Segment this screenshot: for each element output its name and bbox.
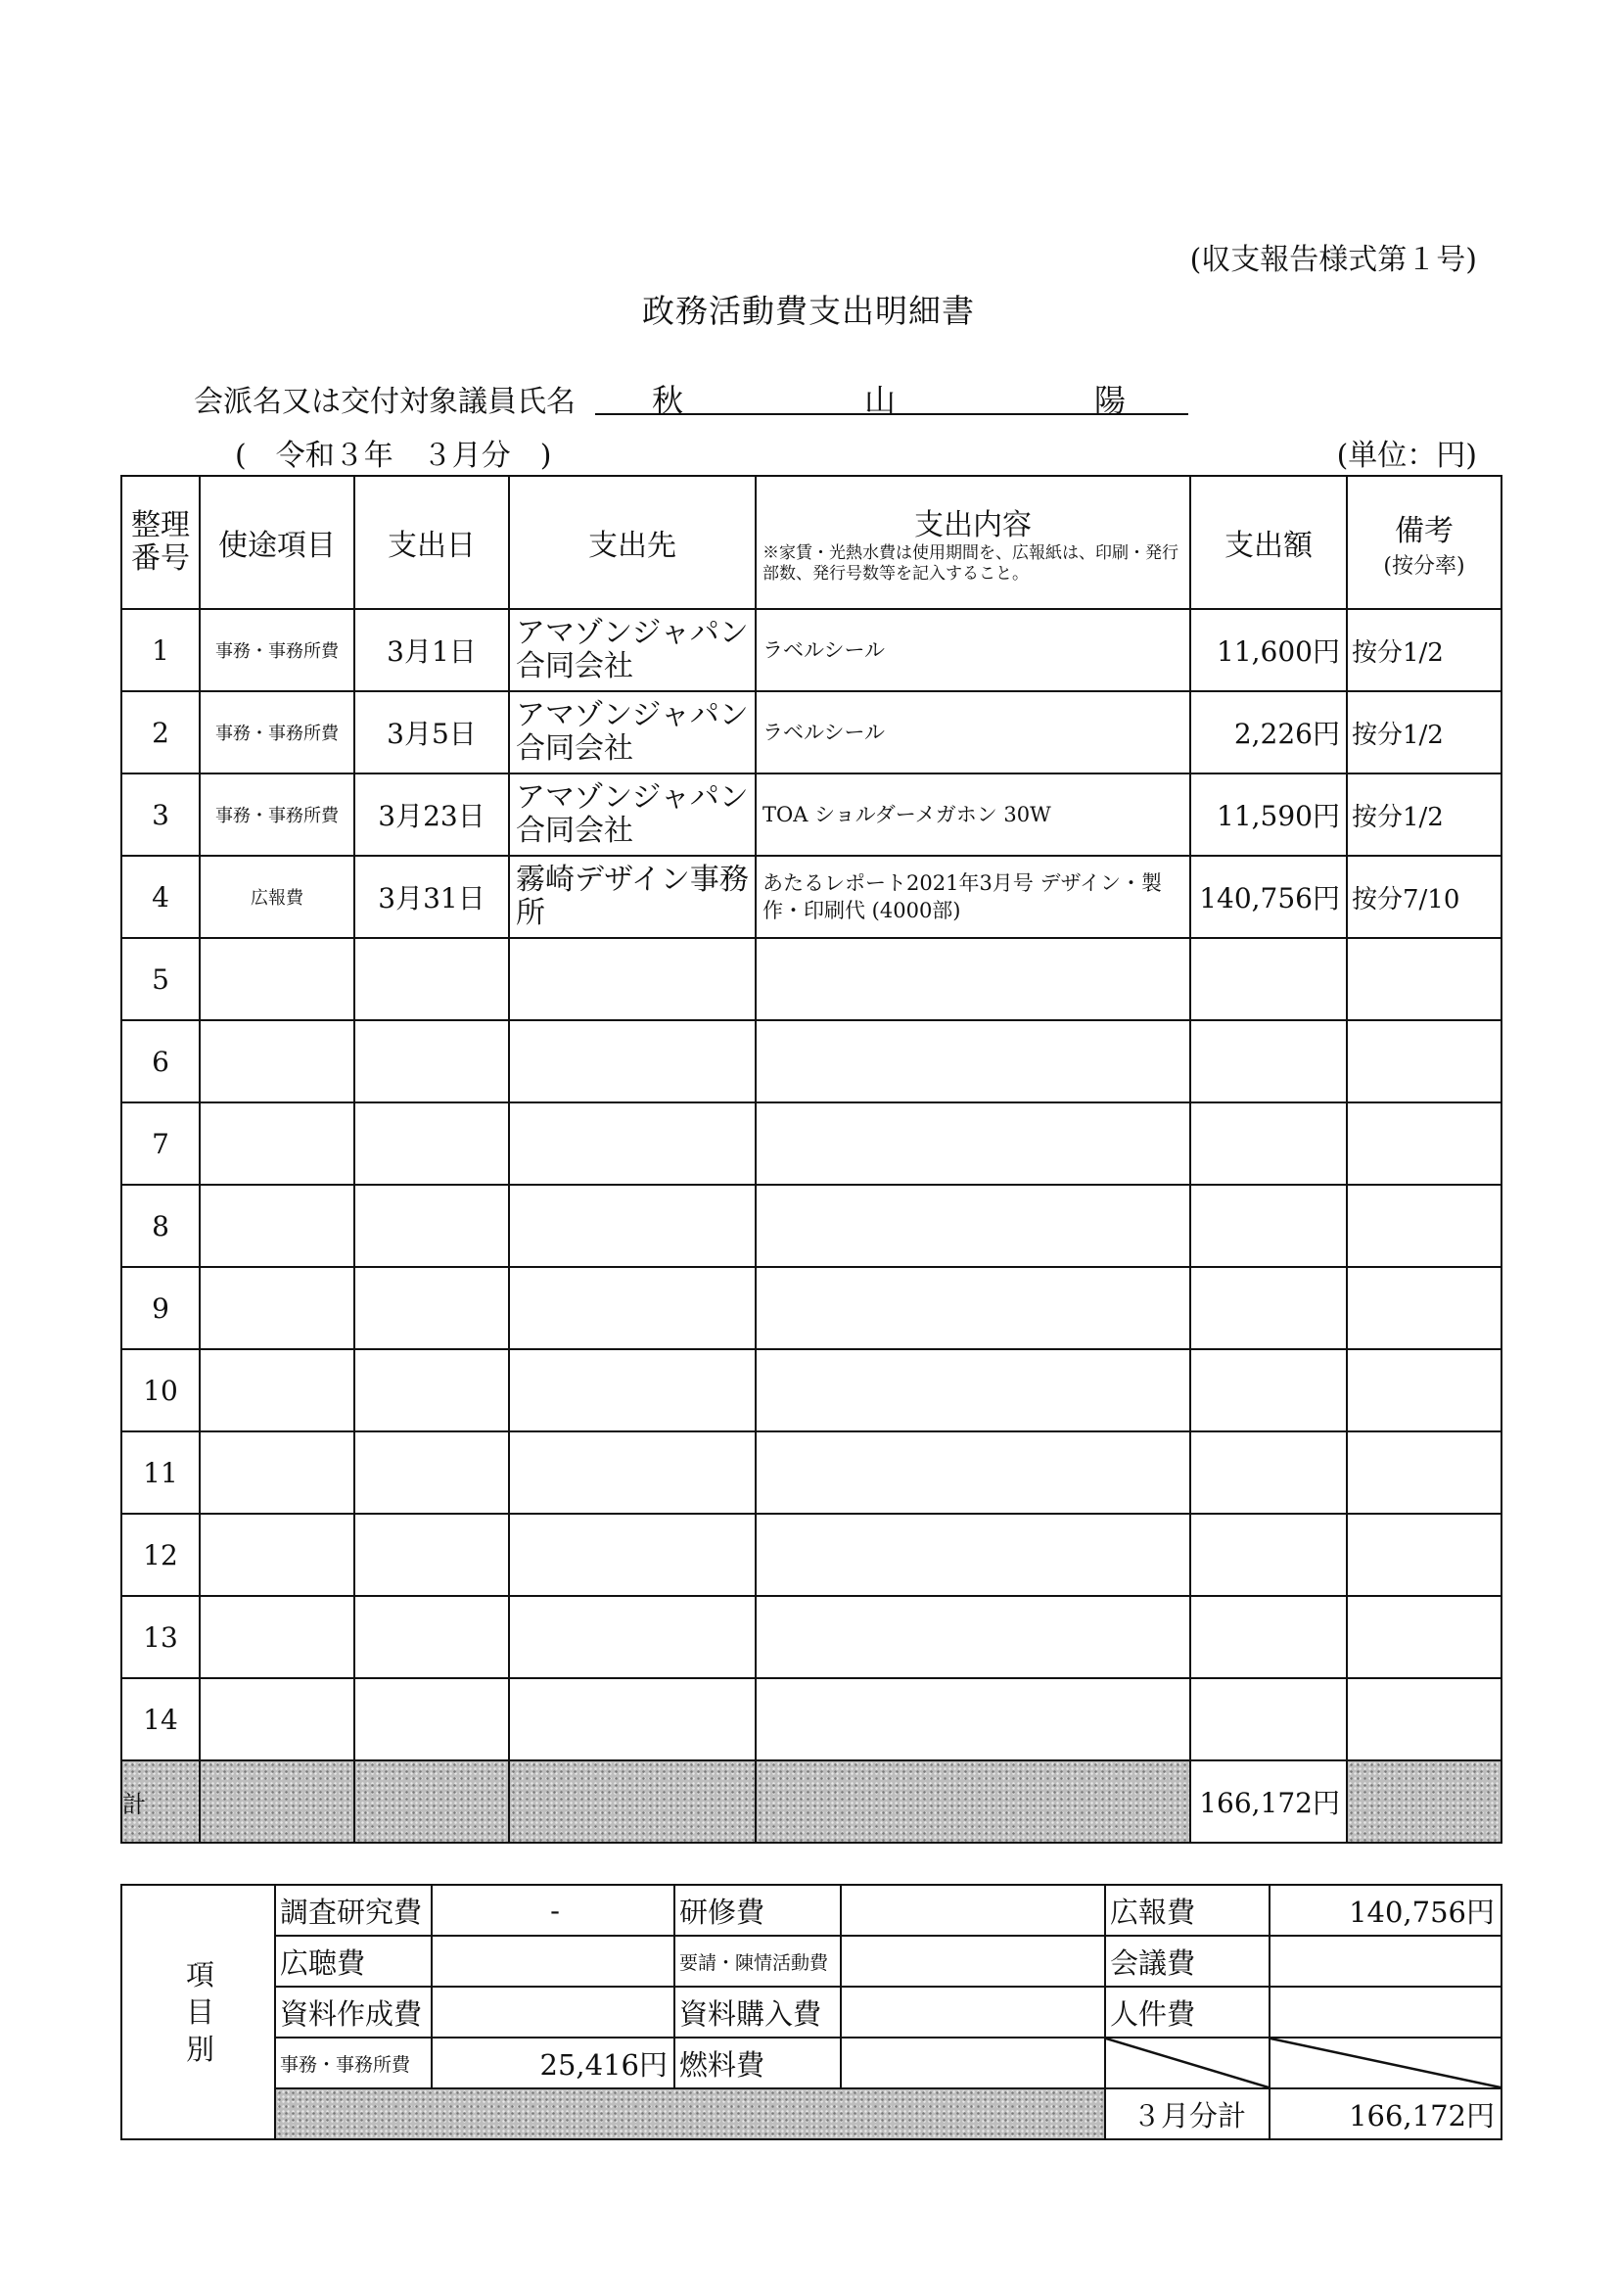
row-date (354, 1102, 509, 1185)
summary-side-label (121, 1885, 275, 2139)
header-payee: 支出先 (509, 476, 756, 609)
table-row (121, 609, 1502, 691)
row-purpose (200, 1431, 354, 1514)
header-remarks (1347, 476, 1502, 609)
row-note (1347, 1020, 1502, 1102)
period: ( 令和３年 ３月分 ) (235, 439, 552, 473)
row-payee (509, 938, 756, 1020)
member-name-char: 陽 (1094, 382, 1127, 419)
row-payee (509, 1431, 756, 1514)
row-purpose: 事務・事務所費 (200, 691, 354, 773)
summary-row (121, 1936, 1502, 1987)
row-content (756, 1020, 1190, 1102)
row-no: 11 (121, 1431, 200, 1514)
training-value (841, 1885, 1105, 1936)
row-amount (1190, 1102, 1347, 1185)
pr-value: 140,756円 (1270, 1885, 1502, 1936)
row-payee (509, 1102, 756, 1185)
header-date: 支出日 (354, 476, 509, 609)
row-no: 10 (121, 1349, 200, 1431)
row-purpose (200, 1020, 354, 1102)
row-date: 3月5日 (354, 691, 509, 773)
row-amount: 11,600円 (1190, 609, 1347, 691)
row-no: 13 (121, 1596, 200, 1678)
row-date: 3月23日 (354, 773, 509, 856)
header-content-title: 支出内容 (914, 508, 1032, 542)
row-payee (509, 1185, 756, 1267)
row-no: 4 (121, 856, 200, 938)
row-no: 7 (121, 1102, 200, 1185)
name-label: 会派名又は交付対象議員氏名 (194, 385, 576, 419)
row-payee (509, 1596, 756, 1678)
member-name-char: 秋 (652, 382, 684, 419)
total-filler (354, 1760, 509, 1843)
row-note (1347, 1514, 1502, 1596)
summary-total-row (121, 2088, 1502, 2139)
personnel-value (1270, 1987, 1502, 2038)
row-no: 6 (121, 1020, 200, 1102)
expense-detail-table (120, 475, 1502, 1844)
meeting-value (1270, 1936, 1502, 1987)
summary-row (121, 1885, 1502, 1936)
fuel-value (841, 2038, 1105, 2088)
row-no: 2 (121, 691, 200, 773)
row-amount (1190, 1678, 1347, 1760)
row-content: ラベルシール (756, 609, 1190, 691)
row-no: 8 (121, 1185, 200, 1267)
petition-value (841, 1936, 1105, 1987)
row-date (354, 1185, 509, 1267)
row-no: 12 (121, 1514, 200, 1596)
row-note (1347, 1185, 1502, 1267)
row-amount (1190, 1020, 1347, 1102)
meeting-label: 会議費 (1105, 1936, 1270, 1987)
fuel-label: 燃料費 (674, 2038, 841, 2088)
row-date (354, 1514, 509, 1596)
materials-make-label: 資料作成費 (275, 1987, 432, 2038)
row-content (756, 1267, 1190, 1349)
row-purpose: 事務・事務所費 (200, 609, 354, 691)
row-amount (1190, 1431, 1347, 1514)
row-purpose (200, 1102, 354, 1185)
row-content: ラベルシール (756, 691, 1190, 773)
row-date (354, 1678, 509, 1760)
row-amount: 140,756円 (1190, 856, 1347, 938)
row-note (1347, 1349, 1502, 1431)
member-name-char: 山 (864, 382, 897, 419)
materials-buy-value (841, 1987, 1105, 2038)
header-amount: 支出額 (1190, 476, 1347, 609)
materials-buy-label: 資料購入費 (674, 1987, 841, 2038)
row-note: 按分1/2 (1347, 773, 1502, 856)
personnel-label: 人件費 (1105, 1987, 1270, 2038)
side-char: 別 (185, 2033, 214, 2066)
row-payee (509, 1349, 756, 1431)
row-date (354, 1267, 509, 1349)
hearing-label: 広聴費 (275, 1936, 432, 1987)
row-note: 按分7/10 (1347, 856, 1502, 938)
table-row (121, 1678, 1502, 1760)
unit-label: (単位：円) (1336, 439, 1477, 473)
table-row (121, 1514, 1502, 1596)
row-no: 14 (121, 1678, 200, 1760)
row-purpose (200, 1678, 354, 1760)
row-purpose (200, 1349, 354, 1431)
row-note (1347, 938, 1502, 1020)
row-note (1347, 1431, 1502, 1514)
header-remarks-title: 備考 (1395, 513, 1454, 548)
category-summary-table (120, 1884, 1502, 2140)
row-amount (1190, 1185, 1347, 1267)
office-label: 事務・事務所費 (275, 2038, 432, 2088)
side-char: 目 (185, 1995, 214, 2029)
row-no: 9 (121, 1267, 200, 1349)
row-amount (1190, 1349, 1347, 1431)
row-purpose (200, 938, 354, 1020)
row-payee (509, 1267, 756, 1349)
row-note: 按分1/2 (1347, 609, 1502, 691)
row-content (756, 1185, 1190, 1267)
summary-row (121, 2038, 1502, 2088)
office-value: 25,416円 (432, 2038, 674, 2088)
total-filler (756, 1760, 1190, 1843)
row-payee (509, 1678, 756, 1760)
header-content-note: ※家賃・光熱水費は使用期間を、広報紙は、印刷・発行部数、発行号数等を記入すること。 (762, 543, 1178, 584)
total-filler (1347, 1760, 1502, 1843)
row-content (756, 1514, 1190, 1596)
diagonal-empty-cell (1270, 2038, 1502, 2088)
row-no: 1 (121, 609, 200, 691)
table-row (121, 1267, 1502, 1349)
research-label: 調査研究費 (275, 1885, 432, 1936)
row-date (354, 938, 509, 1020)
diagonal-empty-cell (1105, 2038, 1270, 2088)
row-payee (509, 1020, 756, 1102)
pr-label: 広報費 (1105, 1885, 1270, 1936)
row-amount (1190, 1267, 1347, 1349)
total-filler (200, 1760, 354, 1843)
row-purpose: 事務・事務所費 (200, 773, 354, 856)
table-row (121, 1102, 1502, 1185)
header-remarks-sub: (按分率) (1383, 553, 1465, 579)
row-content: あたるレポート2021年3月号 デザイン・製作・印刷代 (4000部) (756, 856, 1190, 938)
row-no: 5 (121, 938, 200, 1020)
form-number: (収支報告様式第１号) (1189, 243, 1477, 277)
row-payee: アマゾンジャパン合同会社 (509, 691, 756, 773)
total-row (121, 1760, 1502, 1843)
month-total-value: 166,172円 (1270, 2088, 1502, 2139)
table-row (121, 1431, 1502, 1514)
table-row (121, 691, 1502, 773)
total-amount: 166,172円 (1190, 1760, 1347, 1843)
total-filler (509, 1760, 756, 1843)
member-name-field (595, 374, 1188, 419)
total-label: 計 (121, 1760, 200, 1843)
row-amount: 11,590円 (1190, 773, 1347, 856)
header-content (756, 476, 1190, 609)
row-payee (509, 1514, 756, 1596)
row-date: 3月31日 (354, 856, 509, 938)
row-date (354, 1431, 509, 1514)
row-note (1347, 1267, 1502, 1349)
row-note (1347, 1102, 1502, 1185)
table-row (121, 1596, 1502, 1678)
row-content: TOA ショルダーメガホン 30W (756, 773, 1190, 856)
table-row (121, 1020, 1502, 1102)
row-purpose (200, 1267, 354, 1349)
summary-filler (275, 2088, 1105, 2139)
row-date (354, 1596, 509, 1678)
row-payee: 霧崎デザイン事務所 (509, 856, 756, 938)
summary-row (121, 1987, 1502, 2038)
row-amount (1190, 938, 1347, 1020)
row-payee: アマゾンジャパン合同会社 (509, 609, 756, 691)
row-note (1347, 1596, 1502, 1678)
row-content (756, 1102, 1190, 1185)
row-content (756, 1349, 1190, 1431)
row-purpose (200, 1185, 354, 1267)
row-date: 3月1日 (354, 609, 509, 691)
row-payee: アマゾンジャパン合同会社 (509, 773, 756, 856)
row-content (756, 1596, 1190, 1678)
row-amount (1190, 1514, 1347, 1596)
header-purpose: 使途項目 (200, 476, 354, 609)
research-value: ‐ (432, 1885, 674, 1936)
training-label: 研修費 (674, 1885, 841, 1936)
row-no: 3 (121, 773, 200, 856)
table-row (121, 1185, 1502, 1267)
row-content (756, 938, 1190, 1020)
row-note: 按分1/2 (1347, 691, 1502, 773)
row-content (756, 1678, 1190, 1760)
row-note (1347, 1678, 1502, 1760)
row-purpose: 広報費 (200, 856, 354, 938)
hearing-value (432, 1936, 674, 1987)
header-no: 整理番号 (121, 476, 200, 609)
row-amount (1190, 1596, 1347, 1678)
materials-make-value (432, 1987, 674, 2038)
row-amount: 2,226円 (1190, 691, 1347, 773)
table-header-row (121, 476, 1502, 609)
row-date (354, 1349, 509, 1431)
row-content (756, 1431, 1190, 1514)
petition-label: 要請・陳情活動費 (674, 1936, 841, 1987)
month-total-label: ３月分計 (1105, 2088, 1270, 2139)
table-row (121, 773, 1502, 856)
table-row (121, 856, 1502, 938)
row-date (354, 1020, 509, 1102)
row-purpose (200, 1514, 354, 1596)
row-purpose (200, 1596, 354, 1678)
side-char: 項 (185, 1958, 214, 1991)
table-row (121, 938, 1502, 1020)
table-row (121, 1349, 1502, 1431)
page-title: 政務活動費支出明細書 (642, 292, 975, 330)
